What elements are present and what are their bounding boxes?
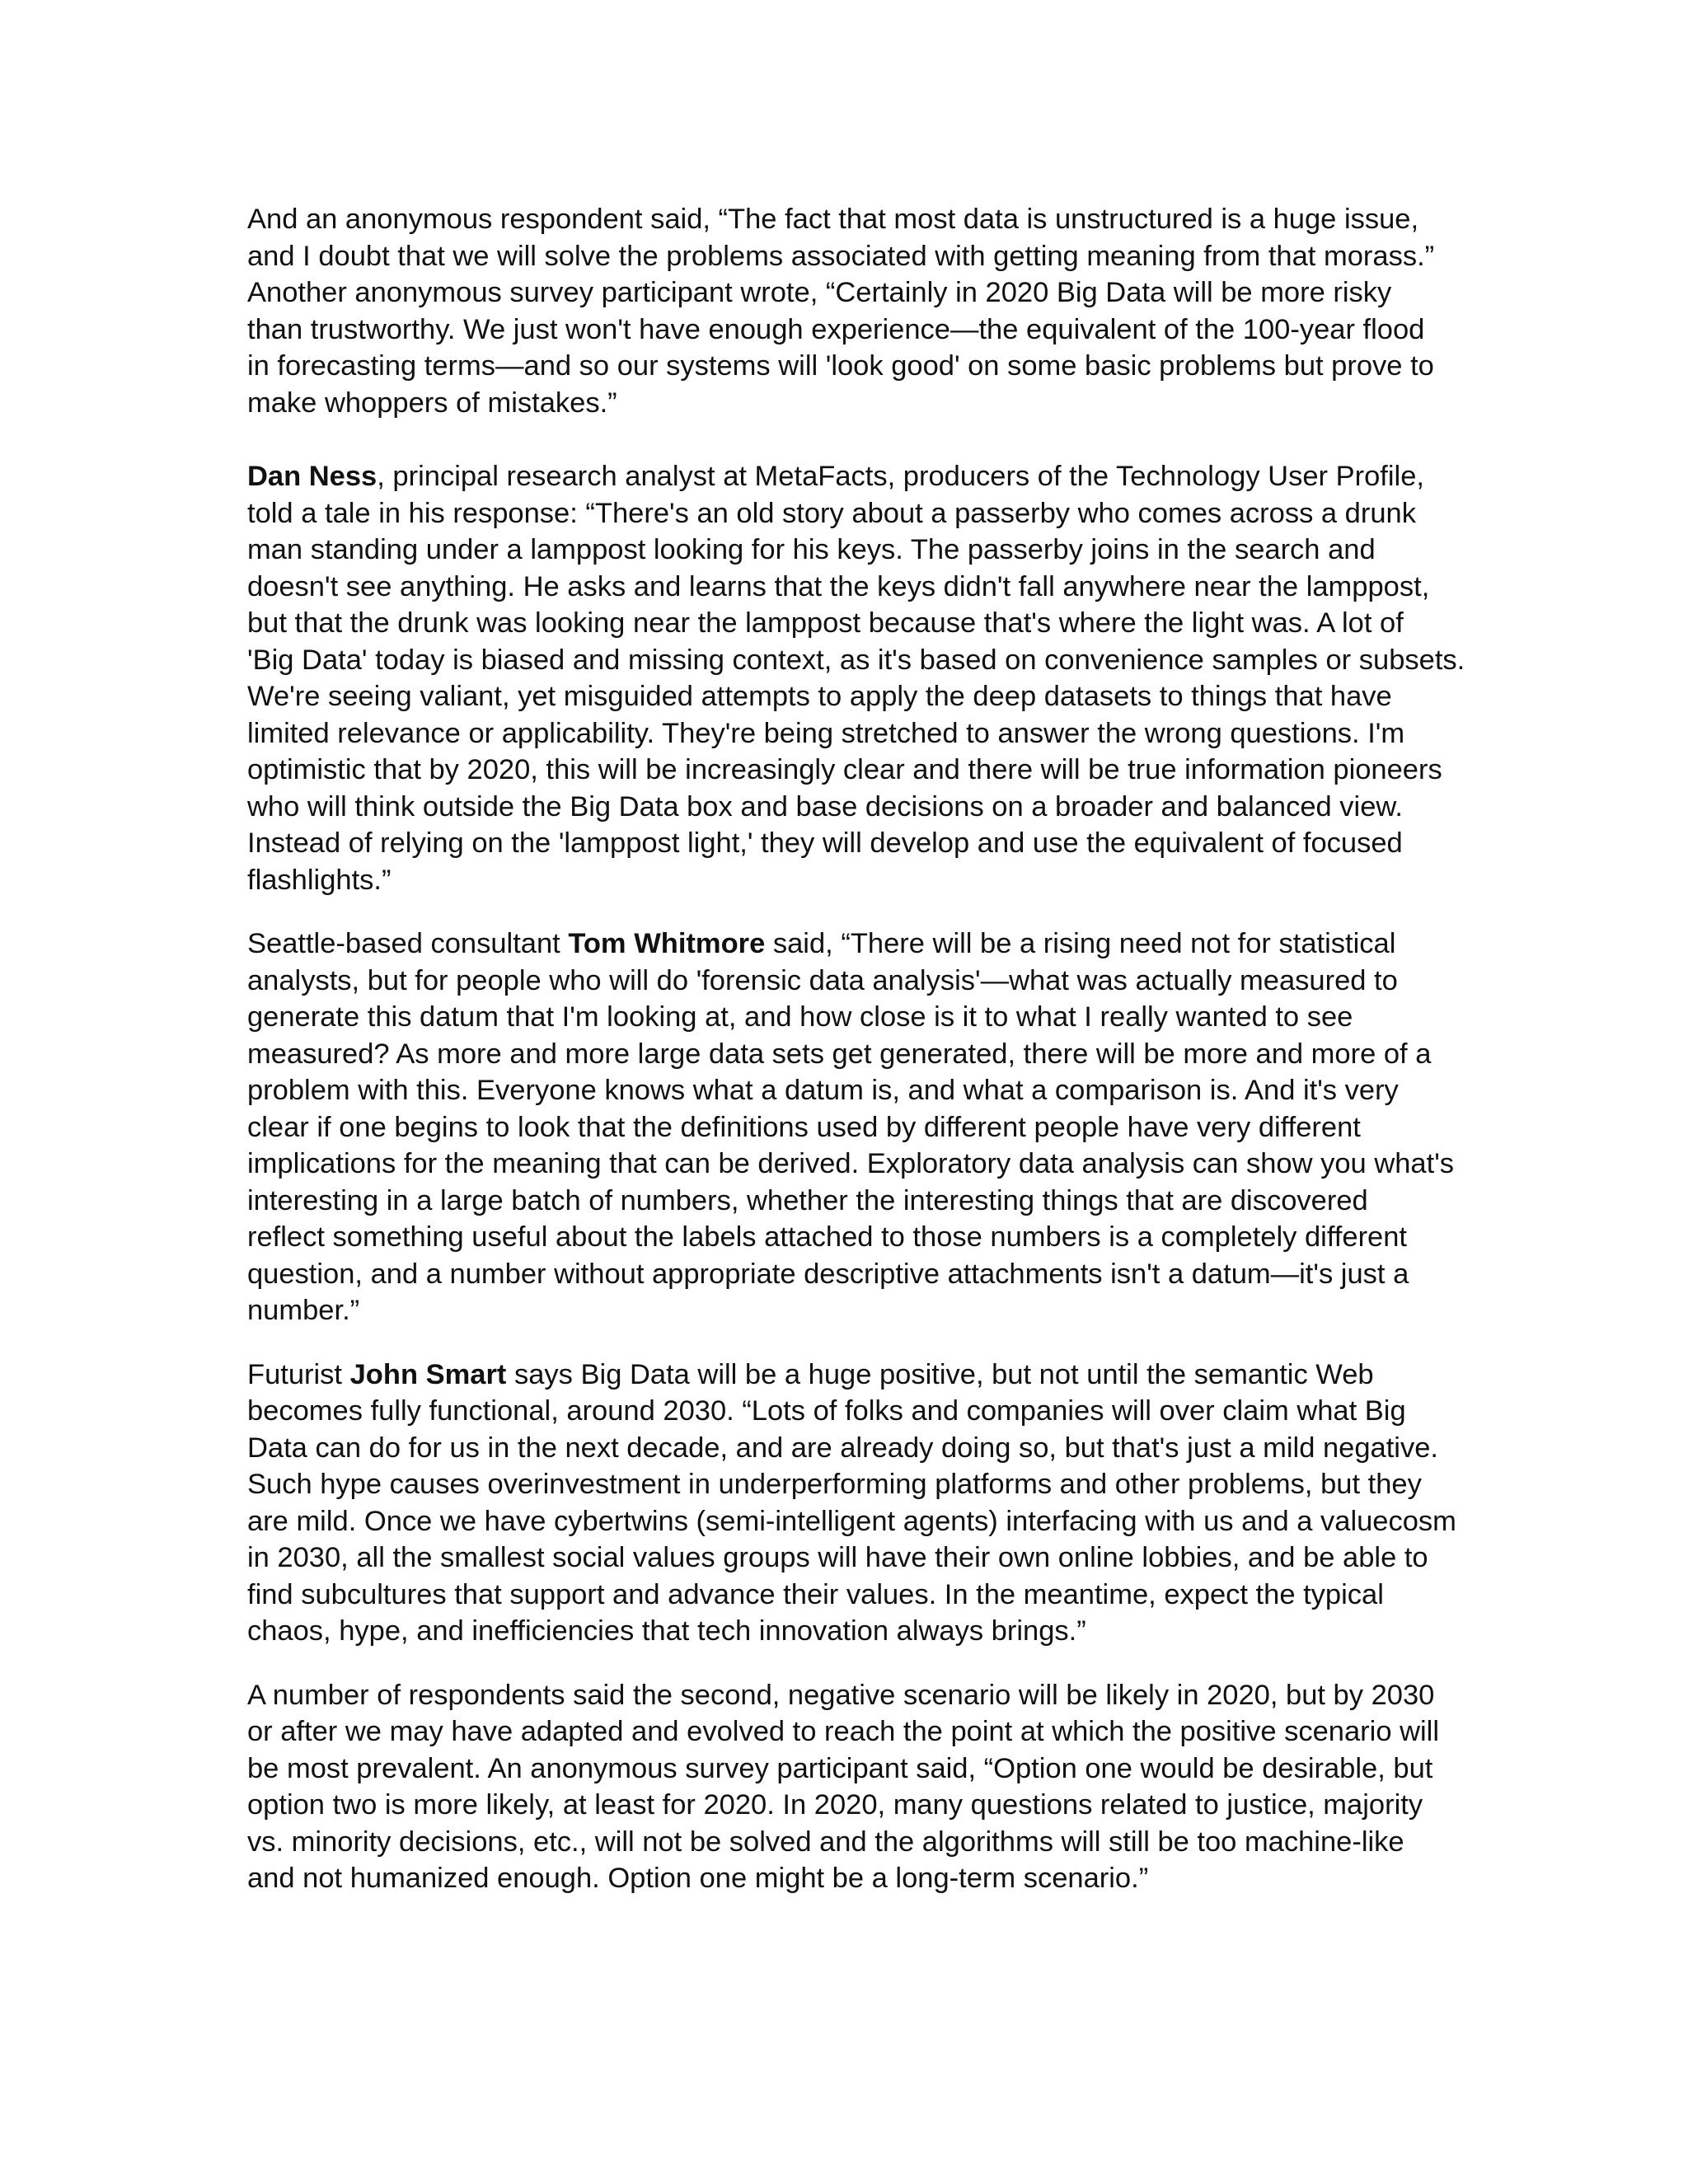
text-line: limited relevance or applicability. They're being stretched to answer the wrong questions. I'm bbox=[247, 717, 1405, 749]
text-line: implications for the meaning that can be derived. Exploratory data analysis can show you what's bbox=[247, 1148, 1455, 1179]
text-line: We're seeing valiant, yet misguided attempts to apply the deep datasets to things that have bbox=[247, 681, 1392, 712]
text-line: measured? As more and more large data sets get generated, there will be more and more of a bbox=[247, 1038, 1432, 1070]
text-line: make whoppers of mistakes.” bbox=[247, 387, 617, 419]
paragraph-dan-ness bbox=[247, 458, 1465, 898]
text-fragment: Seattle-based consultant bbox=[247, 928, 569, 959]
text-fragment: said, “There will be a rising need not for statistical bbox=[765, 928, 1396, 959]
text-line: question, and a number without appropriate descriptive attachments isn't a datum—it's just a bbox=[247, 1258, 1409, 1290]
text-fragment: Futurist bbox=[247, 1358, 350, 1390]
text-line: told a tale in his response: “There's an old story about a passerby who comes across a drunk bbox=[247, 497, 1416, 529]
paragraph-anonymous-respondents bbox=[247, 201, 1451, 421]
paragraph-negative-scenario bbox=[247, 1677, 1451, 1897]
text-line: chaos, hype, and inefficiencies that tech innovation always brings.” bbox=[247, 1615, 1086, 1647]
text-line: reflect something useful about the labels attached to those numbers is a completely different bbox=[247, 1221, 1408, 1253]
person-name: Tom Whitmore bbox=[568, 928, 766, 959]
person-name: Dan Ness bbox=[247, 461, 377, 492]
text-line: are mild. Once we have cybertwins (semi-intelligent agents) interfacing with us and a valuecosm bbox=[247, 1505, 1456, 1537]
text-line: who will think outside the Big Data box and base decisions on a broader and balanced view. bbox=[247, 790, 1403, 823]
person-name: John Smart bbox=[349, 1358, 507, 1390]
text-line: number.” bbox=[247, 1295, 360, 1326]
paragraph-tom-whitmore bbox=[247, 926, 1455, 1329]
text-line: Another anonymous survey participant wrote, “Certainly in 2020 Big Data will be more risky bbox=[247, 277, 1392, 308]
text-line: but that the drunk was looking near the lamppost because that's where the light was. A lot of bbox=[247, 607, 1404, 639]
text-line: in forecasting terms—and so our systems will 'look good' on some basic problems but prove to bbox=[247, 350, 1434, 382]
text-line bbox=[247, 926, 1451, 963]
text-line: optimistic that by 2020, this will be increasingly clear and there will be true information pioneers bbox=[247, 754, 1442, 785]
text-line: doesn't see anything. He asks and learns that the keys didn't fall anywhere near the lamppost, bbox=[247, 570, 1430, 602]
text-line: clear if one begins to look that the definitions used by different people have very different bbox=[247, 1111, 1361, 1143]
text-line bbox=[247, 458, 1451, 495]
text-line: be most prevalent. An anonymous survey participant said, “Option one would be desirable, but bbox=[247, 1752, 1433, 1784]
text-line: interesting in a large batch of numbers, whether the interesting things that are discovered bbox=[247, 1184, 1368, 1216]
text-line: analysts, but for people who will do 'forensic data analysis'—what was actually measured to bbox=[247, 964, 1398, 996]
text-line bbox=[247, 1357, 1451, 1394]
text-line: find subcultures that support and advance their values. In the meantime, expect the typical bbox=[247, 1578, 1384, 1610]
text-line: problem with this. Everyone knows what a datum is, and what a comparison is. And it's very bbox=[247, 1075, 1399, 1106]
text-line: man standing under a lamppost looking for his keys. The passerby joins in the search and bbox=[247, 534, 1376, 565]
text-line: A number of respondents said the second, negative scenario will be likely in 2020, but by 2030 bbox=[247, 1679, 1435, 1711]
text-line: in 2030, all the smallest social values groups will have their own online lobbies, and be able to bbox=[247, 1542, 1428, 1573]
text-line: And an anonymous respondent said, “The fact that most data is unstructured is a huge issue, bbox=[247, 204, 1419, 235]
text-line: becomes fully functional, around 2030. “Lots of folks and companies will over claim what Big bbox=[247, 1395, 1406, 1427]
text-fragment: says Big Data will be a huge positive, but not until the semantic Web bbox=[506, 1358, 1374, 1390]
text-line: generate this datum that I'm looking at, and how close is it to what I really wanted to see bbox=[247, 1001, 1353, 1033]
paragraph-john-smart bbox=[247, 1357, 1456, 1650]
text-line: option two is more likely, at least for 2020. In 2020, many questions related to justice, majority bbox=[247, 1789, 1423, 1821]
text-line: Such hype causes overinvestment in underperforming platforms and other problems, but they bbox=[247, 1469, 1422, 1500]
text-line: flashlights.” bbox=[247, 864, 392, 896]
text-line: Instead of relying on the 'lamppost light,' they will develop and use the equivalent of focused bbox=[247, 827, 1403, 859]
text-line: and not humanized enough. Option one might be a long-term scenario.” bbox=[247, 1863, 1149, 1894]
text-line: or after we may have adapted and evolved to reach the point at which the positive scenario will bbox=[247, 1716, 1440, 1747]
text-line: vs. minority decisions, etc., will not be solved and the algorithms will still be too machine-like bbox=[247, 1825, 1404, 1858]
text-line: and I doubt that we will solve the problems associated with getting meaning from that morass.” bbox=[247, 240, 1435, 272]
document-page bbox=[247, 201, 1465, 1897]
text-line: than trustworthy. We just won't have enough experience—the equivalent of the 100-year flood bbox=[247, 313, 1425, 345]
text-line: 'Big Data' today is biased and missing context, as it's based on convenience samples or subsets. bbox=[247, 644, 1465, 676]
text-line: Data can do for us in the next decade, and are already doing so, but that's just a mild negative. bbox=[247, 1432, 1438, 1464]
text-fragment: , principal research analyst at MetaFacts, producers of the Technology User Profile, bbox=[377, 461, 1424, 492]
